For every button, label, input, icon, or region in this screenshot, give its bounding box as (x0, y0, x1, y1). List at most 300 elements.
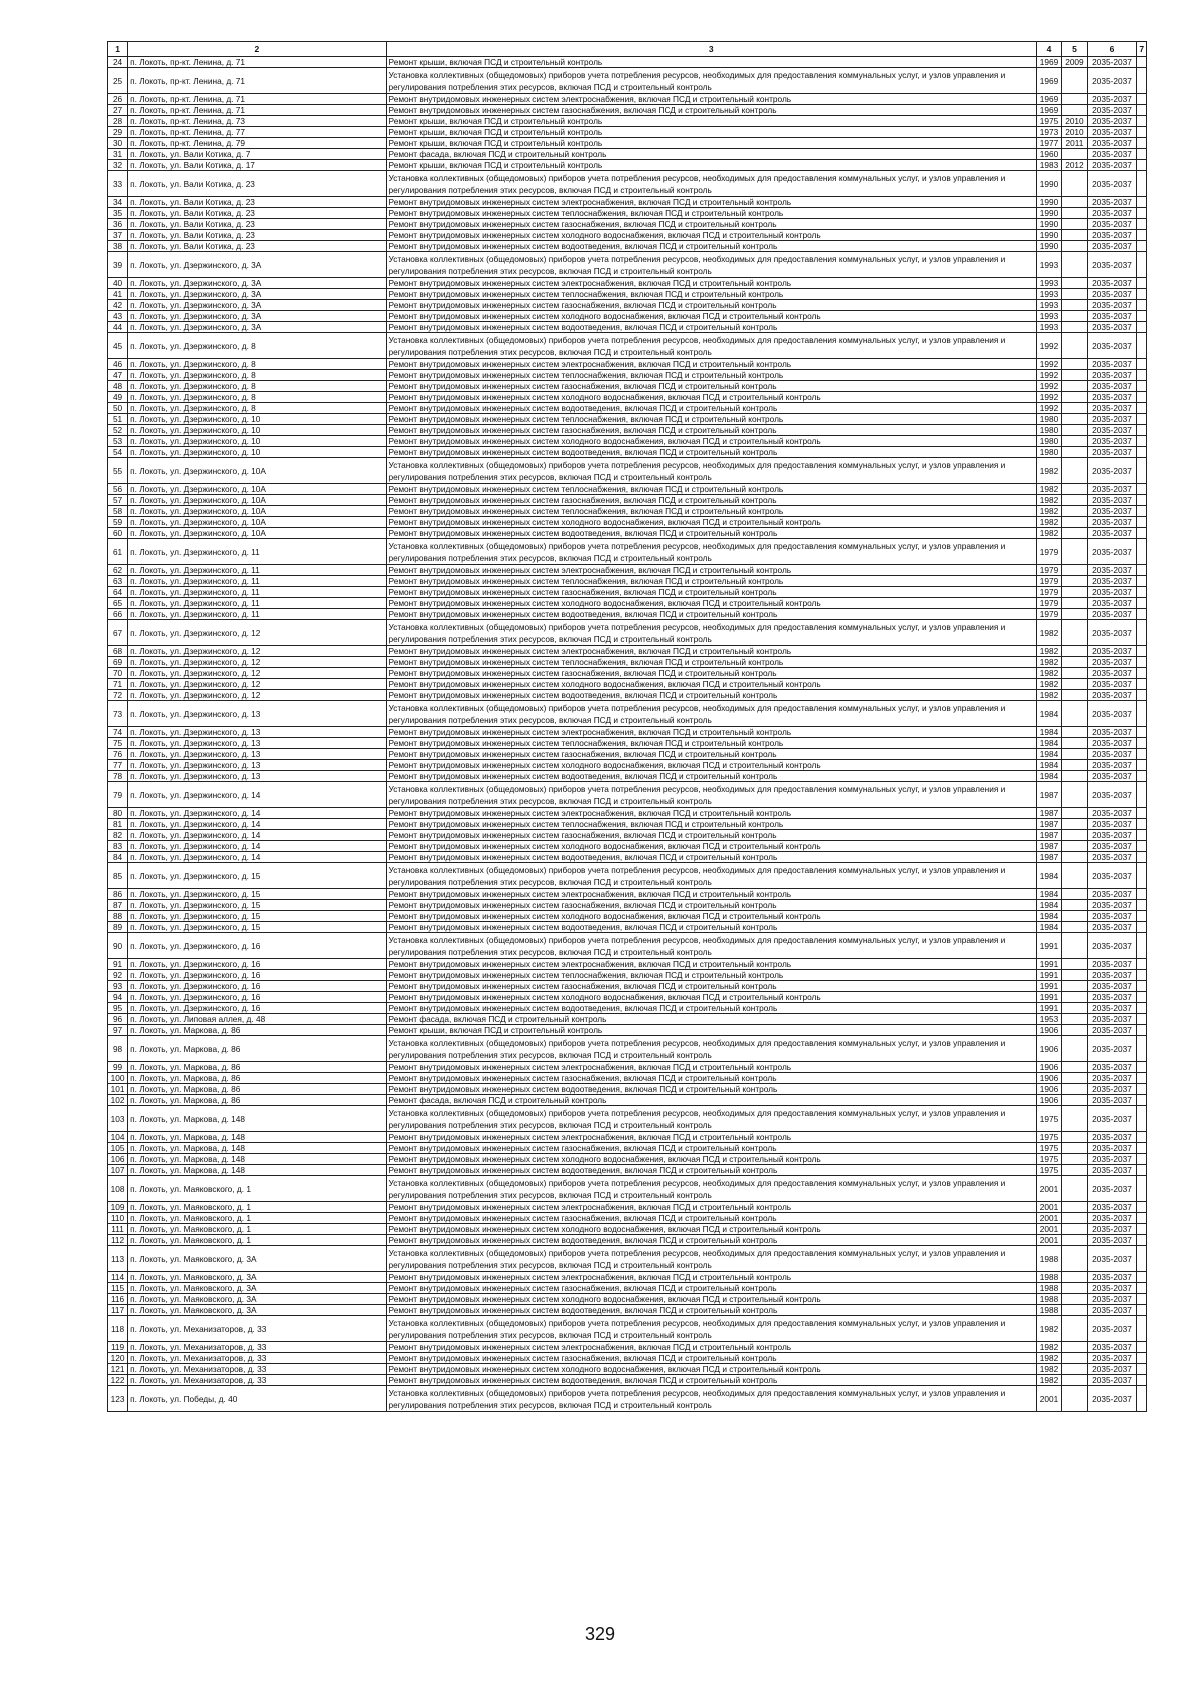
work-type-cell: Ремонт внутридомовых инженерных систем электроснабжения, включая ПСД и строительный контроль (386, 1272, 1036, 1283)
extra-cell (1137, 517, 1147, 528)
row-number-cell: 76 (108, 749, 128, 760)
extra-cell (1137, 381, 1147, 392)
build-year-cell: 1982 (1036, 1342, 1061, 1353)
last-repair-year-cell (1062, 1353, 1087, 1364)
work-type-cell: Установка коллективных (общедомовых) приборов учета потребления ресурсов, необходимых для предоставления коммунальных услуг, и узлов управления и регулирования потребления этих ресурсов, включая ПСД и строительный контроль (386, 333, 1036, 359)
last-repair-year-cell: 2009 (1062, 57, 1087, 68)
column-header: 4 (1036, 42, 1061, 57)
build-year-cell: 1953 (1036, 1014, 1061, 1025)
last-repair-year-cell (1062, 782, 1087, 808)
planned-period-cell: 2035-2037 (1087, 727, 1137, 738)
row-number-cell: 53 (108, 436, 128, 447)
planned-period-cell: 2035-2037 (1087, 1062, 1137, 1073)
extra-cell (1137, 819, 1147, 830)
work-type-cell: Ремонт внутридомовых инженерных систем газоснабжения, включая ПСД и строительный контроль (386, 830, 1036, 841)
extra-cell (1137, 359, 1147, 370)
build-year-cell: 1993 (1036, 278, 1061, 289)
last-repair-year-cell (1062, 219, 1087, 230)
table-row (108, 495, 1147, 506)
extra-cell (1137, 1246, 1147, 1272)
extra-cell (1137, 149, 1147, 160)
work-type-cell: Ремонт внутридомовых инженерных систем холодного водоснабжения, включая ПСД и строительный контроль (386, 1364, 1036, 1375)
build-year-cell: 1906 (1036, 1062, 1061, 1073)
table-row (108, 852, 1147, 863)
address-cell: п. Локоть, ул. Дзержинского, д. 16 (128, 992, 386, 1003)
address-cell: п. Локоть, ул. Маркова, д. 86 (128, 1025, 386, 1036)
planned-period-cell: 2035-2037 (1087, 160, 1137, 171)
build-year-cell: 1984 (1036, 749, 1061, 760)
address-cell: п. Локоть, ул. Механизаторов, д. 33 (128, 1353, 386, 1364)
work-type-cell: Ремонт внутридомовых инженерных систем водоотведения, включая ПСД и строительный контроль (386, 403, 1036, 414)
build-year-cell: 1977 (1036, 138, 1061, 149)
table-row (108, 289, 1147, 300)
row-number-cell: 97 (108, 1025, 128, 1036)
address-cell: п. Локоть, ул. Дзержинского, д. 16 (128, 959, 386, 970)
planned-period-cell: 2035-2037 (1087, 679, 1137, 690)
address-cell: п. Локоть, ул. Маркова, д. 86 (128, 1062, 386, 1073)
work-type-cell: Ремонт внутридомовых инженерных систем газоснабжения, включая ПСД и строительный контроль (386, 668, 1036, 679)
planned-period-cell: 2035-2037 (1087, 230, 1137, 241)
build-year-cell: 1987 (1036, 819, 1061, 830)
table-row (108, 959, 1147, 970)
address-cell: п. Локоть, ул. Дзержинского, д. 11 (128, 576, 386, 587)
table-row (108, 1003, 1147, 1014)
address-cell: п. Локоть, ул. Дзержинского, д. 11 (128, 598, 386, 609)
row-number-cell: 49 (108, 392, 128, 403)
work-type-cell: Ремонт внутридомовых инженерных систем теплоснабжения, включая ПСД и строительный контроль (386, 657, 1036, 668)
planned-period-cell: 2035-2037 (1087, 197, 1137, 208)
table-row (108, 1283, 1147, 1294)
address-cell: п. Локоть, ул. Дзержинского, д. 11 (128, 587, 386, 598)
address-cell: п. Локоть, ул. Дзержинского, д. 13 (128, 738, 386, 749)
table-row (108, 252, 1147, 278)
planned-period-cell: 2035-2037 (1087, 1375, 1137, 1386)
row-number-cell: 67 (108, 620, 128, 646)
row-number-cell: 122 (108, 1375, 128, 1386)
address-cell: п. Локоть, ул. Дзержинского, д. 8 (128, 370, 386, 381)
last-repair-year-cell (1062, 1272, 1087, 1283)
build-year-cell: 1982 (1036, 690, 1061, 701)
work-type-cell: Установка коллективных (общедомовых) приборов учета потребления ресурсов, необходимых для предоставления коммунальных услуг, и узлов управления и регулирования потребления этих ресурсов, включая ПСД и строительный контроль (386, 620, 1036, 646)
extra-cell (1137, 911, 1147, 922)
table-row (108, 528, 1147, 539)
last-repair-year-cell (1062, 1305, 1087, 1316)
build-year-cell: 1969 (1036, 94, 1061, 105)
row-number-cell: 95 (108, 1003, 128, 1014)
last-repair-year-cell (1062, 359, 1087, 370)
table-row (108, 1132, 1147, 1143)
row-number-cell: 27 (108, 105, 128, 116)
planned-period-cell: 2035-2037 (1087, 436, 1137, 447)
extra-cell (1137, 1353, 1147, 1364)
work-type-cell: Ремонт внутридомовых инженерных систем газоснабжения, включая ПСД и строительный контроль (386, 587, 1036, 598)
table-row (108, 933, 1147, 959)
page-number: 329 (584, 1624, 616, 1644)
address-cell: п. Локоть, пр-кт. Ленина, д. 71 (128, 57, 386, 68)
table-row (108, 576, 1147, 587)
row-number-cell: 29 (108, 127, 128, 138)
row-number-cell: 109 (108, 1202, 128, 1213)
work-type-cell: Ремонт внутридомовых инженерных систем водоотведения, включая ПСД и строительный контроль (386, 1084, 1036, 1095)
table-row (108, 436, 1147, 447)
last-repair-year-cell (1062, 646, 1087, 657)
extra-cell (1137, 690, 1147, 701)
address-cell: п. Локоть, ул. Маркова, д. 148 (128, 1106, 386, 1132)
address-cell: п. Локоть, ул. Дзержинского, д. 8 (128, 359, 386, 370)
work-type-cell: Ремонт внутридомовых инженерных систем водоотведения, включая ПСД и строительный контроль (386, 447, 1036, 458)
address-cell: п. Локоть, ул. Дзержинского, д. 15 (128, 900, 386, 911)
last-repair-year-cell (1062, 495, 1087, 506)
planned-period-cell: 2035-2037 (1087, 1246, 1137, 1272)
address-cell: п. Локоть, ул. Дзержинского, д. 10 (128, 436, 386, 447)
last-repair-year-cell (1062, 1095, 1087, 1106)
column-header: 6 (1087, 42, 1137, 57)
extra-cell (1137, 241, 1147, 252)
build-year-cell: 1969 (1036, 57, 1061, 68)
last-repair-year-cell (1062, 171, 1087, 197)
table-row (108, 171, 1147, 197)
build-year-cell: 1960 (1036, 149, 1061, 160)
work-type-cell: Установка коллективных (общедомовых) приборов учета потребления ресурсов, необходимых для предоставления коммунальных услуг, и узлов управления и регулирования потребления этих ресурсов, включая ПСД и строительный контроль (386, 933, 1036, 959)
extra-cell (1137, 528, 1147, 539)
table-row (108, 587, 1147, 598)
work-type-cell: Ремонт внутридомовых инженерных систем электроснабжения, включая ПСД и строительный контроль (386, 889, 1036, 900)
work-type-cell: Ремонт внутридомовых инженерных систем водоотведения, включая ПСД и строительный контроль (386, 609, 1036, 620)
address-cell: п. Локоть, ул. Дзержинского, д. 16 (128, 933, 386, 959)
row-number-cell: 104 (108, 1132, 128, 1143)
row-number-cell: 73 (108, 701, 128, 727)
table-row (108, 197, 1147, 208)
build-year-cell: 1984 (1036, 863, 1061, 889)
last-repair-year-cell (1062, 1036, 1087, 1062)
last-repair-year-cell (1062, 311, 1087, 322)
last-repair-year-cell (1062, 690, 1087, 701)
last-repair-year-cell (1062, 1364, 1087, 1375)
last-repair-year-cell (1062, 889, 1087, 900)
extra-cell (1137, 727, 1147, 738)
work-type-cell: Ремонт внутридомовых инженерных систем теплоснабжения, включая ПСД и строительный контроль (386, 208, 1036, 219)
build-year-cell: 2001 (1036, 1202, 1061, 1213)
work-type-cell: Ремонт внутридомовых инженерных систем водоотведения, включая ПСД и строительный контроль (386, 241, 1036, 252)
work-type-cell: Ремонт фасада, включая ПСД и строительный контроль (386, 1095, 1036, 1106)
build-year-cell: 1984 (1036, 701, 1061, 727)
last-repair-year-cell (1062, 241, 1087, 252)
extra-cell (1137, 1213, 1147, 1224)
last-repair-year-cell: 2010 (1062, 127, 1087, 138)
work-type-cell: Ремонт внутридомовых инженерных систем электроснабжения, включая ПСД и строительный контроль (386, 197, 1036, 208)
build-year-cell: 1993 (1036, 289, 1061, 300)
planned-period-cell: 2035-2037 (1087, 127, 1137, 138)
planned-period-cell: 2035-2037 (1087, 1224, 1137, 1235)
row-number-cell: 116 (108, 1294, 128, 1305)
address-cell: п. Локоть, ул. Дзержинского, д. 11 (128, 539, 386, 565)
build-year-cell: 1988 (1036, 1272, 1061, 1283)
planned-period-cell: 2035-2037 (1087, 933, 1137, 959)
extra-cell (1137, 992, 1147, 1003)
address-cell: п. Локоть, ул. Дзержинского, д. 13 (128, 760, 386, 771)
table-row (108, 68, 1147, 94)
planned-period-cell: 2035-2037 (1087, 57, 1137, 68)
planned-period-cell: 2035-2037 (1087, 863, 1137, 889)
address-cell: п. Локоть, ул. Липовая аллея, д. 48 (128, 1014, 386, 1025)
row-number-cell: 55 (108, 458, 128, 484)
build-year-cell: 1993 (1036, 300, 1061, 311)
work-type-cell: Ремонт крыши, включая ПСД и строительный контроль (386, 127, 1036, 138)
work-type-cell: Установка коллективных (общедомовых) приборов учета потребления ресурсов, необходимых для предоставления коммунальных услуг, и узлов управления и регулирования потребления этих ресурсов, включая ПСД и строительный контроль (386, 171, 1036, 197)
address-cell: п. Локоть, ул. Дзержинского, д. 10А (128, 517, 386, 528)
repair-schedule-table (107, 41, 1147, 1412)
build-year-cell: 1984 (1036, 771, 1061, 782)
extra-cell (1137, 219, 1147, 230)
row-number-cell: 39 (108, 252, 128, 278)
planned-period-cell: 2035-2037 (1087, 68, 1137, 94)
work-type-cell: Установка коллективных (общедомовых) приборов учета потребления ресурсов, необходимых для предоставления коммунальных услуг, и узлов управления и регулирования потребления этих ресурсов, включая ПСД и строительный контроль (386, 252, 1036, 278)
build-year-cell: 1987 (1036, 830, 1061, 841)
address-cell: п. Локоть, ул. Маркова, д. 148 (128, 1165, 386, 1176)
extra-cell (1137, 863, 1147, 889)
build-year-cell: 1906 (1036, 1084, 1061, 1095)
address-cell: п. Локоть, ул. Победы, д. 40 (128, 1386, 386, 1412)
planned-period-cell: 2035-2037 (1087, 1353, 1137, 1364)
planned-period-cell: 2035-2037 (1087, 808, 1137, 819)
address-cell: п. Локоть, пр-кт. Ленина, д. 77 (128, 127, 386, 138)
table-row (108, 241, 1147, 252)
planned-period-cell: 2035-2037 (1087, 609, 1137, 620)
work-type-cell: Ремонт внутридомовых инженерных систем электроснабжения, включая ПСД и строительный контроль (386, 646, 1036, 657)
planned-period-cell: 2035-2037 (1087, 668, 1137, 679)
planned-period-cell: 2035-2037 (1087, 403, 1137, 414)
work-type-cell: Ремонт внутридомовых инженерных систем теплоснабжения, включая ПСД и строительный контроль (386, 506, 1036, 517)
planned-period-cell: 2035-2037 (1087, 819, 1137, 830)
address-cell: п. Локоть, ул. Маркова, д. 148 (128, 1132, 386, 1143)
build-year-cell: 1992 (1036, 381, 1061, 392)
work-type-cell: Ремонт внутридомовых инженерных систем водоотведения, включая ПСД и строительный контроль (386, 322, 1036, 333)
row-number-cell: 52 (108, 425, 128, 436)
work-type-cell: Ремонт внутридомовых инженерных систем электроснабжения, включая ПСД и строительный контроль (386, 808, 1036, 819)
planned-period-cell: 2035-2037 (1087, 506, 1137, 517)
extra-cell (1137, 1235, 1147, 1246)
work-type-cell: Ремонт внутридомовых инженерных систем газоснабжения, включая ПСД и строительный контроль (386, 1213, 1036, 1224)
table-row (108, 278, 1147, 289)
table-row (108, 506, 1147, 517)
last-repair-year-cell (1062, 458, 1087, 484)
last-repair-year-cell (1062, 1084, 1087, 1095)
row-number-cell: 75 (108, 738, 128, 749)
row-number-cell: 31 (108, 149, 128, 160)
row-number-cell: 86 (108, 889, 128, 900)
table-row (108, 311, 1147, 322)
build-year-cell: 2001 (1036, 1213, 1061, 1224)
last-repair-year-cell (1062, 1132, 1087, 1143)
extra-cell (1137, 760, 1147, 771)
address-cell: п. Локоть, ул. Маяковского, д. 1 (128, 1224, 386, 1235)
row-number-cell: 78 (108, 771, 128, 782)
build-year-cell: 1982 (1036, 668, 1061, 679)
extra-cell (1137, 576, 1147, 587)
work-type-cell: Ремонт внутридомовых инженерных систем электроснабжения, включая ПСД и строительный контроль (386, 278, 1036, 289)
build-year-cell: 1984 (1036, 911, 1061, 922)
row-number-cell: 99 (108, 1062, 128, 1073)
row-number-cell: 108 (108, 1176, 128, 1202)
table-row (108, 668, 1147, 679)
address-cell: п. Локоть, ул. Вали Котика, д. 23 (128, 208, 386, 219)
row-number-cell: 88 (108, 911, 128, 922)
extra-cell (1137, 1073, 1147, 1084)
last-repair-year-cell (1062, 1154, 1087, 1165)
address-cell: п. Локоть, ул. Вали Котика, д. 23 (128, 241, 386, 252)
build-year-cell: 1979 (1036, 576, 1061, 587)
row-number-cell: 62 (108, 565, 128, 576)
address-cell: п. Локоть, ул. Дзержинского, д. 14 (128, 819, 386, 830)
planned-period-cell: 2035-2037 (1087, 922, 1137, 933)
build-year-cell: 1984 (1036, 738, 1061, 749)
row-number-cell: 98 (108, 1036, 128, 1062)
last-repair-year-cell (1062, 539, 1087, 565)
work-type-cell: Ремонт крыши, включая ПСД и строительный контроль (386, 1025, 1036, 1036)
address-cell: п. Локоть, ул. Дзержинского, д. 8 (128, 392, 386, 403)
planned-period-cell: 2035-2037 (1087, 517, 1137, 528)
build-year-cell: 1991 (1036, 970, 1061, 981)
table-row (108, 219, 1147, 230)
work-type-cell: Ремонт крыши, включая ПСД и строительный контроль (386, 57, 1036, 68)
last-repair-year-cell (1062, 1202, 1087, 1213)
planned-period-cell: 2035-2037 (1087, 1202, 1137, 1213)
work-type-cell: Ремонт внутридомовых инженерных систем электроснабжения, включая ПСД и строительный контроль (386, 959, 1036, 970)
extra-cell (1137, 1036, 1147, 1062)
build-year-cell: 1969 (1036, 68, 1061, 94)
table-row (108, 425, 1147, 436)
row-number-cell: 85 (108, 863, 128, 889)
build-year-cell: 1906 (1036, 1095, 1061, 1106)
last-repair-year-cell (1062, 1165, 1087, 1176)
work-type-cell: Ремонт фасада, включая ПСД и строительный контроль (386, 149, 1036, 160)
extra-cell (1137, 289, 1147, 300)
last-repair-year-cell (1062, 1176, 1087, 1202)
row-number-cell: 58 (108, 506, 128, 517)
last-repair-year-cell (1062, 970, 1087, 981)
work-type-cell: Установка коллективных (общедомовых) приборов учета потребления ресурсов, необходимых для предоставления коммунальных услуг, и узлов управления и регулирования потребления этих ресурсов, включая ПСД и строительный контроль (386, 701, 1036, 727)
build-year-cell: 1982 (1036, 1353, 1061, 1364)
extra-cell (1137, 1283, 1147, 1294)
row-number-cell: 56 (108, 484, 128, 495)
row-number-cell: 24 (108, 57, 128, 68)
row-number-cell: 101 (108, 1084, 128, 1095)
build-year-cell: 1979 (1036, 587, 1061, 598)
extra-cell (1137, 208, 1147, 219)
work-type-cell: Ремонт внутридомовых инженерных систем газоснабжения, включая ПСД и строительный контроль (386, 381, 1036, 392)
planned-period-cell: 2035-2037 (1087, 760, 1137, 771)
planned-period-cell: 2035-2037 (1087, 1143, 1137, 1154)
row-number-cell: 66 (108, 609, 128, 620)
work-type-cell: Ремонт внутридомовых инженерных систем холодного водоснабжения, включая ПСД и строительный контроль (386, 1294, 1036, 1305)
build-year-cell: 1992 (1036, 370, 1061, 381)
address-cell: п. Локоть, ул. Маяковского, д. 3А (128, 1272, 386, 1283)
extra-cell (1137, 889, 1147, 900)
planned-period-cell: 2035-2037 (1087, 425, 1137, 436)
last-repair-year-cell (1062, 506, 1087, 517)
extra-cell (1137, 1176, 1147, 1202)
extra-cell (1137, 300, 1147, 311)
build-year-cell: 1984 (1036, 922, 1061, 933)
build-year-cell: 1992 (1036, 392, 1061, 403)
planned-period-cell: 2035-2037 (1087, 852, 1137, 863)
last-repair-year-cell (1062, 381, 1087, 392)
work-type-cell: Ремонт внутридомовых инженерных систем теплоснабжения, включая ПСД и строительный контроль (386, 576, 1036, 587)
last-repair-year-cell: 2010 (1062, 116, 1087, 127)
address-cell: п. Локоть, ул. Дзержинского, д. 12 (128, 668, 386, 679)
extra-cell (1137, 1294, 1147, 1305)
extra-cell (1137, 620, 1147, 646)
last-repair-year-cell (1062, 425, 1087, 436)
table-row (108, 539, 1147, 565)
table-row (108, 359, 1147, 370)
table-row (108, 841, 1147, 852)
planned-period-cell: 2035-2037 (1087, 576, 1137, 587)
work-type-cell: Установка коллективных (общедомовых) приборов учета потребления ресурсов, необходимых для предоставления коммунальных услуг, и узлов управления и регулирования потребления этих ресурсов, включая ПСД и строительный контроль (386, 782, 1036, 808)
planned-period-cell: 2035-2037 (1087, 620, 1137, 646)
address-cell: п. Локоть, ул. Механизаторов, д. 33 (128, 1316, 386, 1342)
table-row (108, 922, 1147, 933)
work-type-cell: Ремонт внутридомовых инженерных систем холодного водоснабжения, включая ПСД и строительный контроль (386, 1154, 1036, 1165)
last-repair-year-cell (1062, 587, 1087, 598)
planned-period-cell: 2035-2037 (1087, 701, 1137, 727)
work-type-cell: Установка коллективных (общедомовых) приборов учета потребления ресурсов, необходимых для предоставления коммунальных услуг, и узлов управления и регулирования потребления этих ресурсов, включая ПСД и строительный контроль (386, 1176, 1036, 1202)
column-header: 7 (1137, 42, 1147, 57)
last-repair-year-cell (1062, 322, 1087, 333)
column-header: 1 (108, 42, 128, 57)
work-type-cell: Ремонт внутридомовых инженерных систем теплоснабжения, включая ПСД и строительный контроль (386, 414, 1036, 425)
last-repair-year-cell (1062, 1386, 1087, 1412)
address-cell: п. Локоть, ул. Дзержинского, д. 16 (128, 981, 386, 992)
work-type-cell: Установка коллективных (общедомовых) приборов учета потребления ресурсов, необходимых для предоставления коммунальных услуг, и узлов управления и регулирования потребления этих ресурсов, включая ПСД и строительный контроль (386, 863, 1036, 889)
build-year-cell: 1988 (1036, 1246, 1061, 1272)
row-number-cell: 82 (108, 830, 128, 841)
row-number-cell: 113 (108, 1246, 128, 1272)
address-cell: п. Локоть, ул. Дзержинского, д. 10 (128, 425, 386, 436)
column-header: 2 (128, 42, 386, 57)
work-type-cell: Ремонт внутридомовых инженерных систем водоотведения, включая ПСД и строительный контроль (386, 1305, 1036, 1316)
last-repair-year-cell (1062, 852, 1087, 863)
last-repair-year-cell (1062, 149, 1087, 160)
table-row (108, 1176, 1147, 1202)
extra-cell (1137, 1364, 1147, 1375)
last-repair-year-cell (1062, 1143, 1087, 1154)
extra-cell (1137, 1316, 1147, 1342)
address-cell: п. Локоть, ул. Дзержинского, д. 14 (128, 852, 386, 863)
planned-period-cell: 2035-2037 (1087, 1073, 1137, 1084)
table-row (108, 771, 1147, 782)
planned-period-cell: 2035-2037 (1087, 587, 1137, 598)
address-cell: п. Локоть, ул. Механизаторов, д. 33 (128, 1342, 386, 1353)
last-repair-year-cell (1062, 1224, 1087, 1235)
address-cell: п. Локоть, ул. Маяковского, д. 3А (128, 1294, 386, 1305)
table-row (108, 727, 1147, 738)
last-repair-year-cell (1062, 922, 1087, 933)
planned-period-cell: 2035-2037 (1087, 359, 1137, 370)
last-repair-year-cell (1062, 1073, 1087, 1084)
build-year-cell: 1906 (1036, 1073, 1061, 1084)
extra-cell (1137, 230, 1147, 241)
planned-period-cell: 2035-2037 (1087, 105, 1137, 116)
extra-cell (1137, 105, 1147, 116)
planned-period-cell: 2035-2037 (1087, 771, 1137, 782)
planned-period-cell: 2035-2037 (1087, 1106, 1137, 1132)
build-year-cell: 1992 (1036, 333, 1061, 359)
extra-cell (1137, 565, 1147, 576)
row-number-cell: 63 (108, 576, 128, 587)
table-row (108, 517, 1147, 528)
address-cell: п. Локоть, ул. Вали Котика, д. 7 (128, 149, 386, 160)
